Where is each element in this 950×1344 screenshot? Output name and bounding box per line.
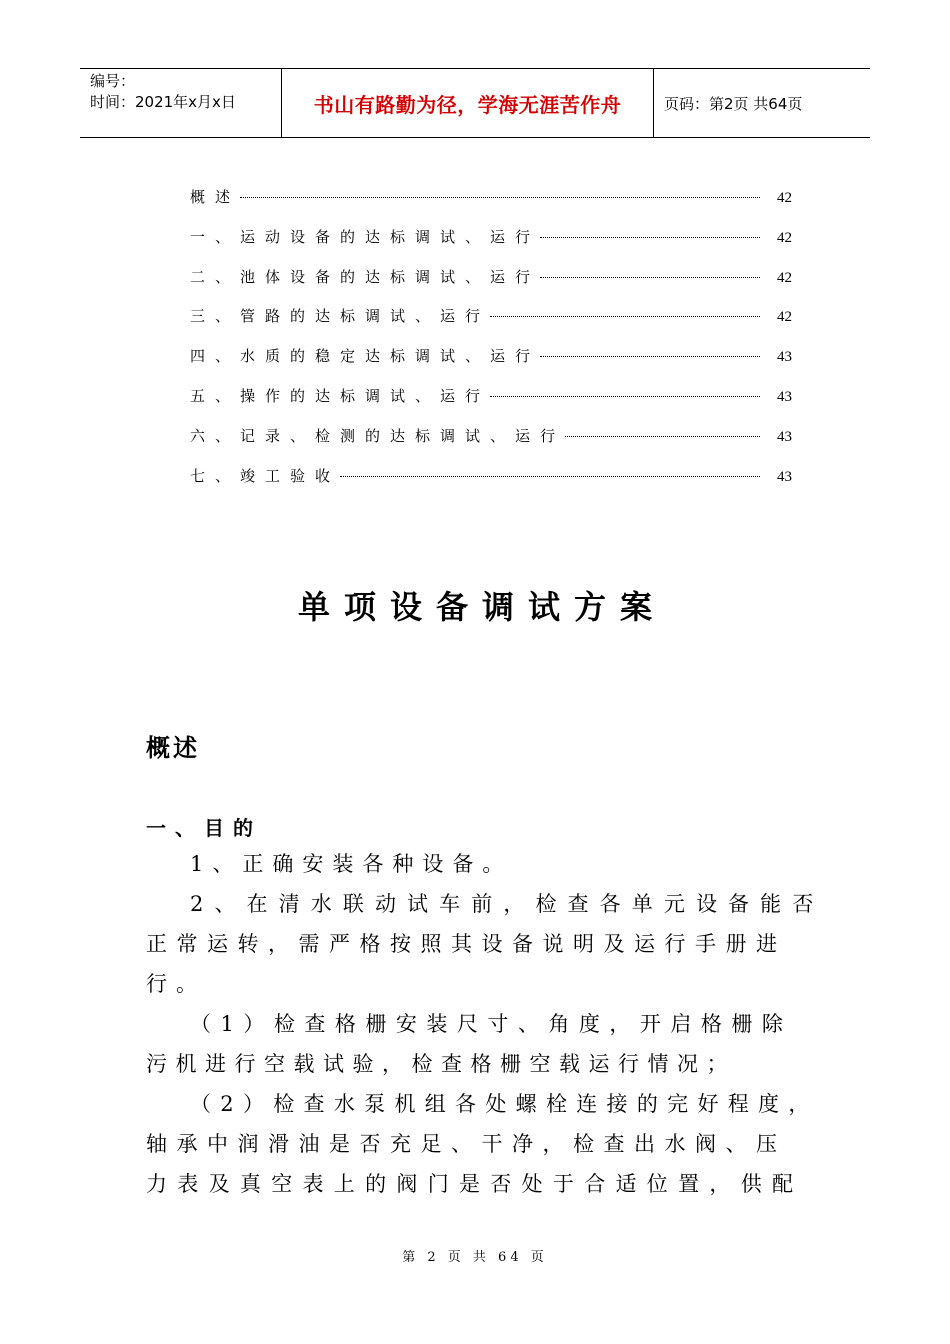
- toc-entry-page: 42: [777, 229, 792, 246]
- toc-entry-page: 43: [777, 428, 792, 445]
- section-heading: 一、目的: [146, 816, 262, 840]
- toc-entry-page: 42: [777, 190, 792, 206]
- body-line: （2）检查水泵机组各处螺栓连接的完好程度，: [190, 1092, 819, 1116]
- toc-leader: [340, 476, 760, 477]
- body-line: 污机进行空载试验，检查格栅空载运行情况；: [146, 1052, 736, 1076]
- header-page-info: 页码：第2页 共64页: [664, 94, 803, 113]
- toc-entry-label: 五、操作的达标调试、运行: [190, 386, 491, 405]
- toc-entry[interactable]: [190, 186, 792, 226]
- document-title: 单项设备调试方案: [297, 588, 666, 626]
- toc-entry[interactable]: [190, 226, 792, 266]
- document-number-label: 编号：: [90, 72, 136, 90]
- toc-entry-label: 六、记录、检测的达标调试、运行: [190, 426, 566, 445]
- header-motto: 书山有路勤为径，学海无涯苦作舟: [313, 92, 622, 117]
- body-line: （1）检查格栅安装尺寸、角度，开启格栅除: [190, 1012, 793, 1036]
- toc-entry[interactable]: [190, 465, 792, 505]
- toc-entry-page: 42: [777, 309, 792, 326]
- toc-leader: [540, 356, 760, 357]
- toc-entry[interactable]: [190, 305, 792, 345]
- toc-entry-page: 43: [777, 349, 792, 366]
- toc-leader: [540, 277, 760, 278]
- body-line: 轴承中润滑油是否充足、干净，检查出水阀、压: [146, 1132, 787, 1156]
- toc-entry-label: 四、水质的稳定达标调试、运行: [190, 347, 541, 366]
- body-line: 1、正确安装各种设备。: [190, 852, 513, 876]
- overview-heading: 概述: [146, 734, 200, 762]
- toc-entry-label: 三、管路的达标调试、运行: [190, 307, 491, 326]
- toc-entry-page: 43: [777, 388, 792, 405]
- body-line: 行。: [146, 972, 206, 996]
- header-page-cell: [654, 69, 870, 137]
- toc-leader: [540, 237, 760, 238]
- toc-leader: [490, 316, 760, 317]
- body-line: 正常运转，需严格按照其设备说明及运行手册进: [146, 932, 787, 956]
- body-line: 力表及真空表上的阀门是否处于合适位置，供配: [146, 1172, 804, 1196]
- document-time: 时间：2021年x月x日: [90, 93, 236, 111]
- toc-entry[interactable]: [190, 266, 792, 306]
- header-motto-cell: [281, 69, 654, 137]
- toc-leader: [565, 436, 760, 437]
- toc-entry-label: 一、运动设备的达标调试、运行: [190, 227, 541, 246]
- page-footer: 第 2 页 共 64 页: [402, 1250, 548, 1265]
- toc-entry-page: 43: [777, 468, 792, 485]
- toc-leader: [490, 396, 760, 397]
- toc-entry-page: 42: [777, 269, 792, 286]
- table-of-contents: [190, 186, 792, 504]
- toc-entry[interactable]: [190, 345, 792, 385]
- toc-entry-label: 概述: [190, 188, 241, 206]
- toc-leader: [240, 197, 760, 198]
- page-header: [80, 68, 870, 138]
- toc-entry[interactable]: [190, 385, 792, 425]
- toc-entry[interactable]: [190, 425, 792, 465]
- body-line: 2、在清水联动试车前，检查各单元设备能否: [190, 892, 825, 916]
- toc-entry-label: 七、竣工验收: [190, 466, 341, 485]
- toc-entry-label: 二、池体设备的达标调试、运行: [190, 267, 541, 286]
- header-meta: [80, 69, 281, 137]
